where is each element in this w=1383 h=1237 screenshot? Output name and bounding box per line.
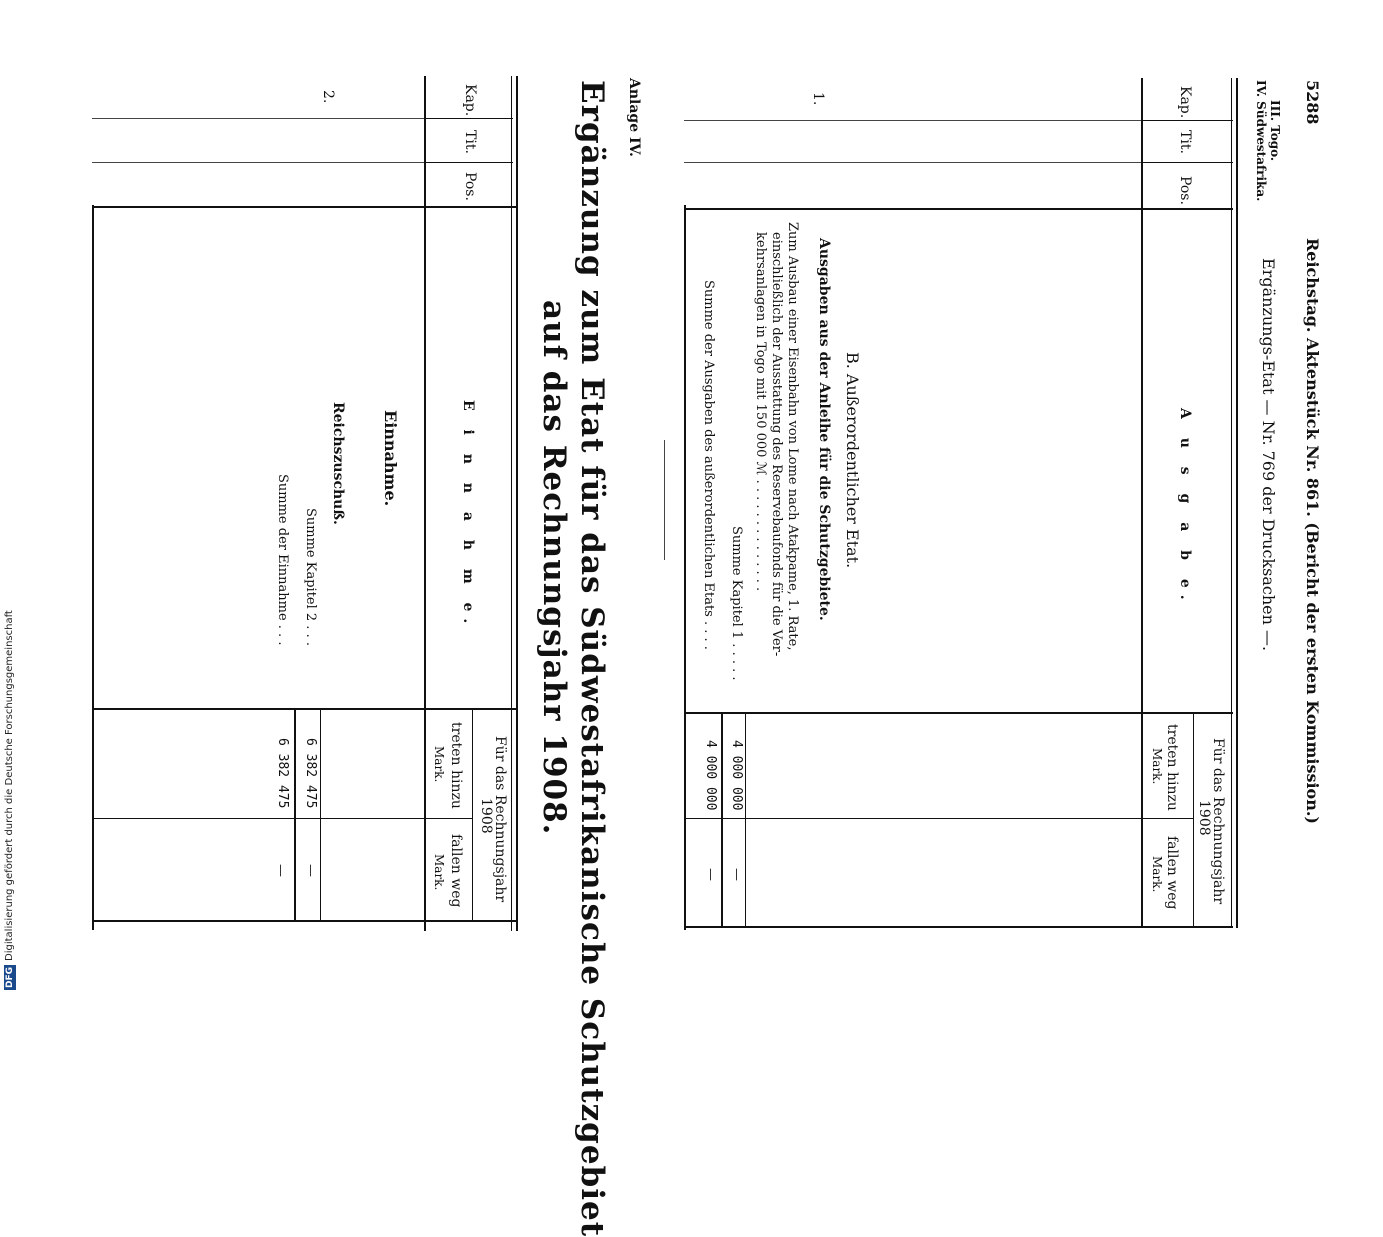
rule — [472, 708, 473, 920]
dash: — — [273, 864, 288, 877]
sum-kapitel: Summe Kapitel 2 . . . — [303, 508, 318, 646]
rule — [1193, 712, 1194, 926]
col-kap: Kap. — [1177, 86, 1193, 119]
annex-label: Anlage IV. — [626, 78, 642, 157]
col-add: treten hinzu — [1164, 724, 1180, 811]
rule — [1141, 78, 1143, 928]
col-drop: fallen weg — [448, 834, 464, 908]
amount: 4 000 000 — [729, 740, 744, 811]
rule — [684, 926, 1233, 928]
col-year-header: Für das Rechnungsjahr — [492, 736, 508, 903]
subheading: Reichszuschuß. — [330, 402, 346, 525]
sum-total: Summe der Ausgaben des außerordentlichen Etats . . . . — [701, 280, 716, 650]
section-suedwestafrika: IV. Südwestafrika. — [1254, 80, 1268, 202]
digitization-footer — [4, 610, 16, 990]
dfg-logo-icon: DFG — [5, 966, 15, 988]
col-kap: Kap. — [462, 84, 478, 117]
col-drop: fallen weg — [1164, 836, 1180, 910]
running-title: Reichstag. Aktenstück Nr. 861. (Bericht der ersten Kommission.) — [1303, 238, 1322, 824]
section-heading: Einnahme. — [381, 410, 400, 507]
rule — [684, 818, 1194, 819]
col-pos: Pos. — [462, 172, 478, 201]
rule — [684, 162, 1141, 163]
amount: 6 382 475 — [303, 738, 318, 809]
col-tit: Tit. — [1177, 130, 1193, 154]
rule — [684, 205, 686, 930]
rule — [1236, 78, 1238, 928]
rule — [92, 206, 516, 208]
rule — [721, 712, 723, 926]
rule — [1143, 120, 1233, 121]
divider — [664, 440, 665, 560]
footer-text: Digitalisierung gefördert durch die Deutsche Forschungsgemeinschaft — [4, 610, 15, 961]
rule — [511, 76, 512, 931]
subheading: Ausgaben aus der Anleihe für die Schutzgebiete. — [816, 238, 832, 621]
table-title: Ergänzungs-Etat — Nr. 769 der Drucksachen —. — [1259, 258, 1278, 652]
amount: 6 382 475 — [275, 738, 290, 809]
rule — [684, 712, 1233, 714]
section-togo: III. Togo. — [1268, 100, 1282, 162]
col-drop-unit: Mark. — [1150, 856, 1164, 893]
rule — [684, 120, 1141, 121]
rule — [426, 118, 513, 119]
rule — [92, 118, 424, 119]
rule — [92, 920, 516, 922]
amount: 4 000 000 — [703, 740, 718, 811]
sum-total: Summe der Einnahme . . . — [275, 474, 290, 646]
col-add-unit: Mark. — [432, 746, 446, 783]
col-add: treten hinzu — [448, 722, 464, 809]
rule — [92, 708, 516, 710]
annex-title-line-2: auf das Rechnungsjahr 1908. — [536, 300, 572, 836]
col-year: 1908 — [1196, 800, 1212, 836]
rule — [92, 162, 424, 163]
col-drop-unit: Mark. — [432, 854, 446, 891]
col-add-unit: Mark. — [1150, 748, 1164, 785]
kap-number: 1. — [810, 92, 826, 106]
col-year-header: Für das Rechnungsjahr — [1210, 738, 1226, 905]
description-line: einschließlich der Ausstattung des Reservebaufonds für die Ver- — [769, 232, 784, 657]
rule — [92, 818, 472, 819]
rule — [684, 208, 1233, 210]
rule — [1231, 78, 1232, 928]
rule — [92, 205, 94, 930]
rule — [745, 712, 746, 926]
sum-kapitel: Summe Kapitel 1 . . . . . — [729, 526, 744, 681]
description-line: kehrsanlagen in Togo mit 150 000 ℳ . . . . . . . . . . . . . . — [753, 232, 768, 592]
rule — [294, 708, 296, 920]
dash: — — [303, 864, 318, 877]
col-ausgabe: A u s g a b e. — [1177, 408, 1193, 607]
rule — [426, 162, 513, 163]
section-heading: B. Außerordentlicher Etat. — [843, 352, 862, 569]
col-tit: Tit. — [462, 130, 478, 154]
annex-title-line-1: Ergänzung zum Etat für das Südwestafrikanische Schutzgebiet — [574, 80, 610, 1237]
rule — [424, 76, 426, 931]
dash: — — [729, 868, 744, 881]
rule — [1143, 162, 1233, 163]
dash: — — [703, 868, 718, 881]
page-number: 5288 — [1303, 80, 1322, 125]
col-einnahme: E i n n a h m e. — [460, 400, 476, 631]
description-line: Zum Ausbau einer Eisenbahn von Lome nach Atakpame, 1. Rate, — [785, 222, 800, 651]
rule — [516, 76, 518, 931]
col-year: 1908 — [478, 798, 494, 834]
col-pos: Pos. — [1177, 176, 1193, 205]
rule — [320, 708, 321, 920]
kap-number: 2. — [320, 90, 336, 104]
